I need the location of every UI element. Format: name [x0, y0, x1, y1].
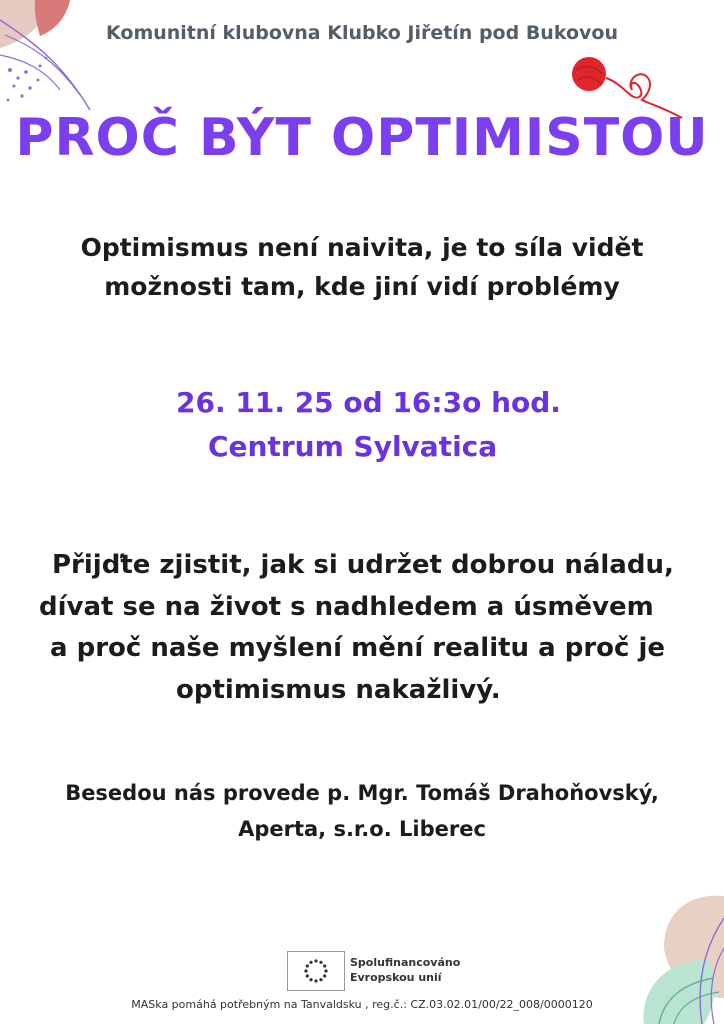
description-line-3: a proč naše myšlení mění realitu a proč je: [50, 633, 666, 663]
quote-line-1: Optimismus není naivita, je to síla vidět: [80, 233, 644, 262]
description-line-1: Přijďte zjistit, jak si udržet dobrou náladu,: [52, 550, 674, 580]
event-date-time: 26. 11. 25 od 16:3o hod.: [176, 386, 561, 419]
description-line-2: dívat se na život s nadhledem a úsměvem: [39, 591, 654, 622]
footer-text: MASka pomáhá potřebným na Tanvaldsku , reg.č.: CZ.03.02.01/00/22_008/0000120: [131, 998, 593, 1011]
quote-line-2: možnosti tam, kde jiní vidí problémy: [104, 272, 620, 301]
eu-text-line-1: Spolufinancováno: [350, 956, 461, 969]
leaf-decoration-top-left: [0, 0, 110, 115]
event-description: [26, 545, 698, 711]
organization-name: Komunitní klubovna Klubko Jiřetín pod Bukovou: [106, 22, 618, 44]
page-title: PROČ BÝT OPTIMISTOU: [15, 108, 709, 168]
eu-cofunding-text: [350, 955, 460, 985]
eu-flag-icon: [287, 951, 345, 991]
eu-text-line-2: Evropskou unií: [350, 971, 442, 984]
description-line-4: optimismus nakažlivý.: [176, 674, 501, 705]
event-place: Centrum Sylvatica: [208, 430, 498, 463]
guide-line-1: Besedou nás provede p. Mgr. Tomáš Drahoňovský,: [65, 781, 659, 805]
quote: [40, 228, 684, 306]
guide-info: [20, 775, 704, 847]
guide-line-2: Aperta, s.r.o. Liberec: [238, 817, 486, 841]
